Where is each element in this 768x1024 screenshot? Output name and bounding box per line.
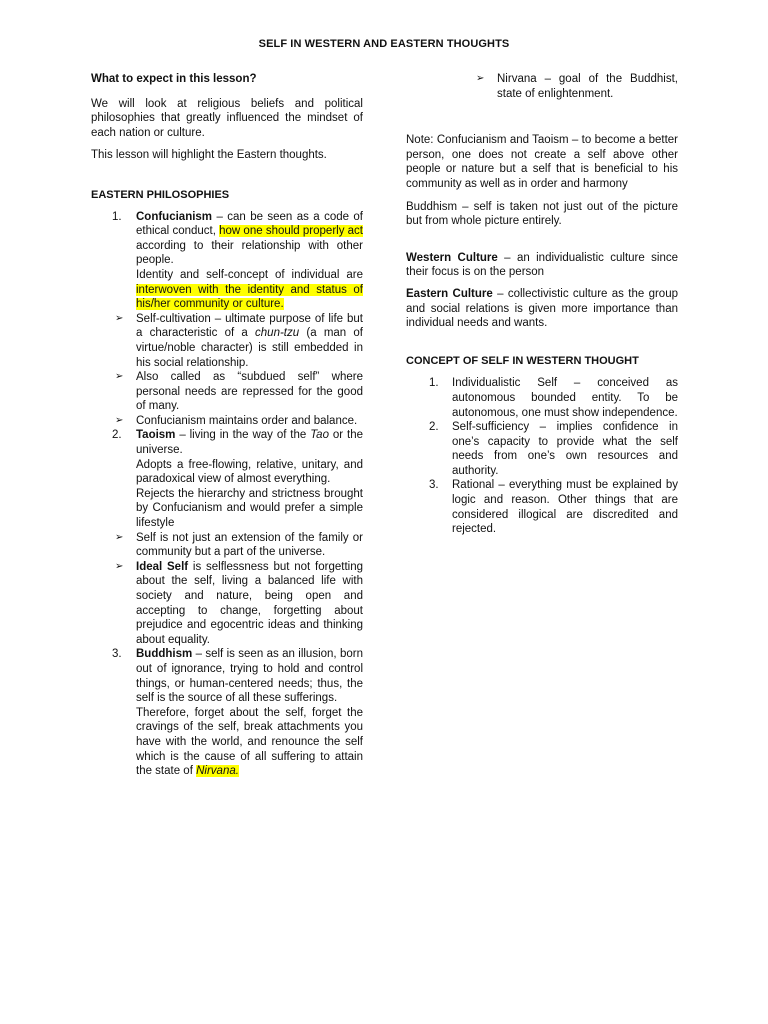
taoism-rejects: Rejects the hierarchy and strictness brought by Confucianism and would prefer a simple lifestyle	[136, 487, 363, 530]
list-number: 1.	[429, 377, 439, 390]
nirvana-highlight: Nirvana.	[196, 765, 239, 778]
buddhism-note: Buddhism – self is taken not just out of the picture but from whole picture entirely.	[406, 200, 678, 228]
list-item	[406, 420, 678, 478]
list-item-text: Self-sufficiency – implies confidence in one’s capacity to provide what the self needs from one’s own resources and authority.	[452, 421, 678, 477]
taoism-item	[91, 428, 363, 530]
taoism-definition	[136, 428, 363, 457]
list-number: 3.	[112, 648, 122, 661]
buddhism-therefore	[136, 706, 363, 779]
bullet-arrow-icon: ➢	[115, 312, 124, 324]
highlighted-text: how one should properly act	[219, 225, 363, 238]
therefore-text: Therefore, forget about the self, forget the cravings of the self, break attachments you have with the world, and renounce the self which is the cause of all suffering to attain the state of	[136, 706, 363, 778]
chun-tzu-term: chun-tzu	[255, 327, 300, 340]
taoism-bullet-1	[91, 531, 363, 560]
tao-term: Tao	[310, 429, 329, 442]
definition-text: according to their relationship with other people.	[136, 239, 363, 267]
definition-text: – collectivistic culture as the group and social relations is given more importance than individual needs and wants.	[406, 287, 678, 330]
definition-text: – living in the way of the	[175, 429, 311, 442]
confucianism-bullet-1	[91, 312, 363, 370]
nirvana-bullet	[406, 72, 678, 101]
note-paragraph: Note: Confucianism and Taoism – to become a better person, one does not create a self above other people or nature but a self that is beneficial to his community as well as in order and harmony	[406, 134, 678, 190]
bullet-text: (a man of virtue/noble character) is still embedded in his social relationship.	[136, 327, 364, 369]
left-column	[91, 72, 363, 779]
taoism-term: Taoism	[136, 429, 176, 442]
eastern-philosophies-heading: EASTERN PHILOSOPHIES	[91, 188, 230, 201]
definition-text: – can be seen as a code of ethical conduct,	[136, 210, 363, 238]
definition-text: – self is seen as an illusion, born out of ignorance, trying to hold and control things, or human-centered needs; thus, the self is the source of all these sufferings.	[136, 648, 363, 705]
list-item-text: Individualistic Self – conceived as autonomous bounded entity. To be autonomous, one must show independence.	[452, 377, 678, 419]
confucianism-bullet-3	[91, 414, 363, 429]
western-culture	[406, 251, 678, 280]
western-culture-term: Western Culture	[406, 251, 498, 264]
bullet-text: Nirvana – goal of the Buddhist, state of enlightenment.	[497, 73, 678, 100]
bullet-text: Also called as “subdued self” where personal needs are repressed for the good of many.	[136, 371, 363, 413]
bullet-text: Self is not just an extension of the family or community but a part of the universe.	[136, 531, 363, 559]
ideal-self-term: Ideal Self	[136, 560, 189, 573]
confucianism-identity	[136, 268, 363, 312]
confucianism-definition	[136, 210, 363, 268]
confucianism-item	[91, 210, 363, 312]
lesson-expect-heading: What to expect in this lesson?	[91, 73, 257, 85]
document-title: SELF IN WESTERN AND EASTERN THOUGHTS	[258, 38, 510, 50]
bullet-arrow-icon: ➢	[115, 560, 124, 572]
eastern-culture-term: Eastern Culture	[406, 287, 493, 300]
taoism-view: Adopts a free-flowing, relative, unitary, and paradoxical view of almost everything.	[136, 458, 363, 486]
bullet-text: Confucianism maintains order and balance.	[136, 414, 358, 427]
confucianism-term: Confucianism	[136, 210, 213, 223]
definition-text: or the universe.	[136, 429, 363, 457]
buddhism-item	[91, 647, 363, 778]
bullet-arrow-icon: ➢	[476, 73, 485, 84]
list-number: 3.	[429, 479, 439, 492]
right-column	[406, 72, 678, 537]
list-number: 1.	[112, 210, 122, 223]
list-item	[406, 376, 678, 420]
list-item	[406, 478, 678, 536]
list-number: 2.	[429, 421, 439, 434]
confucianism-bullet-2	[91, 370, 363, 414]
western-concept-list	[406, 376, 678, 537]
definition-text: – an individualistic culture since their focus is on the person	[406, 251, 679, 279]
eastern-culture	[406, 287, 678, 331]
bullet-text: is selflessness but not forgetting about the self, living a balanced life with society and nature, being open and accepting to change, forgetting about prejudice and egocentric ideas and thinking about equality.	[136, 560, 363, 646]
bullet-arrow-icon: ➢	[115, 531, 124, 543]
identity-text: Identity and self-concept of individual are	[136, 268, 363, 281]
bullet-text: Self-cultivation – ultimate purpose of life but a characteristic of a	[136, 312, 363, 340]
bullet-arrow-icon: ➢	[115, 371, 124, 383]
intro-paragraph-2: This lesson will highlight the Eastern thoughts.	[91, 149, 327, 162]
taoism-bullet-2	[91, 560, 363, 648]
buddhism-term: Buddhism	[136, 648, 193, 661]
buddhism-definition	[136, 647, 363, 705]
intro-paragraph-1: We will look at religious beliefs and political philosophies that greatly influenced the mindset of each nation or culture.	[91, 97, 363, 139]
western-concept-heading: CONCEPT OF SELF IN WESTERN THOUGHT	[406, 354, 639, 367]
bullet-arrow-icon: ➢	[115, 414, 124, 426]
list-item-text: Rational – everything must be explained by logic and reason. Other things that are considered illogical are discredited and rejected.	[452, 479, 678, 536]
highlighted-text: interwoven with the identity and status of his/her community or culture.	[136, 283, 363, 311]
list-number: 2.	[112, 429, 122, 442]
